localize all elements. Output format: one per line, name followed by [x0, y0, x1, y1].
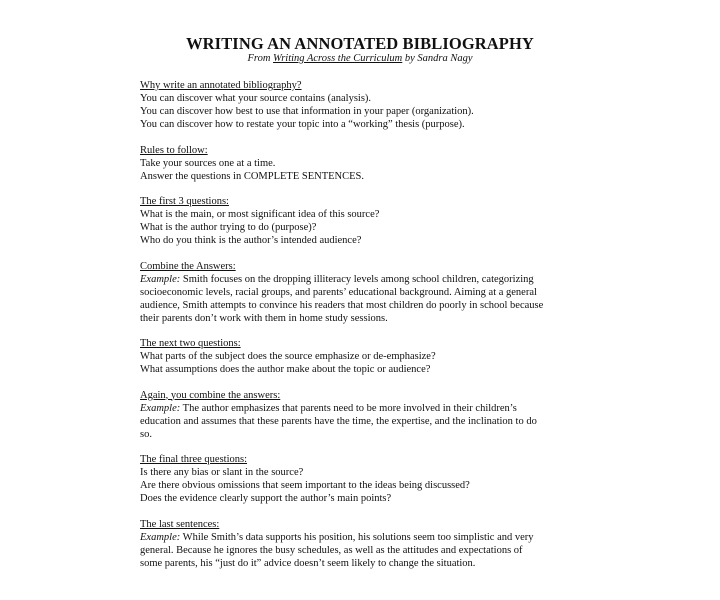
section-heading: Again, you combine the answers:: [140, 389, 281, 401]
example-label: Example:: [140, 402, 181, 414]
body-line: Take your sources one at a time.: [140, 157, 276, 169]
body-line: education and assumes that these parents have the time, the expertise, and the inclination to do: [140, 415, 537, 427]
body-line: some parents, his “just do it” advice doesn’t seem likely to change the situation.: [140, 557, 476, 569]
body-line: Answer the questions in COMPLETE SENTENCES.: [140, 170, 364, 182]
body-line: [140, 273, 580, 286]
page-subtitle: [0, 53, 720, 64]
body-line: Who do you think is the author’s intended audience?: [140, 235, 362, 246]
body-line: Is there any bias or slant in the source?: [140, 467, 304, 478]
body-line: general. Because he ignores the busy schedules, as well as the attitudes and expectations of: [140, 544, 523, 556]
body-line: Does the evidence clearly support the author’s main points?: [140, 493, 392, 504]
body-line: so.: [140, 428, 152, 440]
body-line: audience, Smith attempts to convince his readers that most children do poorly in school because: [140, 299, 544, 311]
section-heading: The last sentences:: [140, 518, 220, 530]
body-line: What is the main, or most significant idea of this source?: [140, 209, 380, 220]
example-label: Example:: [140, 531, 181, 543]
section-heading: Why write an annotated bibliography?: [140, 80, 302, 91]
body-line: You can discover how to restate your topic into a “working” thesis (purpose).: [140, 119, 465, 130]
body-line: What is the author trying to do (purpose)?: [140, 222, 317, 233]
section-last-sentences: [140, 518, 580, 570]
page-title: WRITING AN ANNOTATED BIBLIOGRAPHY: [186, 34, 534, 53]
section-heading: Rules to follow:: [140, 144, 208, 156]
section-rules: [140, 144, 580, 183]
body-line: You can discover what your source contains (analysis).: [140, 93, 372, 104]
example-text: Smith focuses on the dropping illiteracy levels among school children, categorizing: [180, 273, 534, 285]
body-line: [140, 531, 580, 544]
body-line: their parents don’t work with them in home study sessions.: [140, 312, 388, 324]
section-heading: The next two questions:: [140, 338, 241, 349]
section-combine-again: [140, 389, 580, 441]
section-heading: Combine the Answers:: [140, 260, 236, 272]
subtitle-prefix: From: [247, 53, 274, 64]
body-line: What assumptions does the author make about the topic or audience?: [140, 364, 431, 375]
section-first-questions: [140, 195, 580, 247]
section-final-questions: [140, 453, 580, 505]
section-heading: The final three questions:: [140, 454, 248, 465]
document-body: [140, 79, 580, 582]
section-combine-answers: [140, 260, 580, 325]
body-line: Are there obvious omissions that seem important to the ideas being discussed?: [140, 480, 470, 491]
body-line: What parts of the subject does the source emphasize or de-emphasize?: [140, 351, 436, 362]
section-heading: The first 3 questions:: [140, 196, 229, 207]
body-line: You can discover how best to use that information in your paper (organization).: [140, 106, 474, 117]
section-why: [140, 79, 580, 131]
section-next-questions: [140, 337, 580, 376]
body-line: [140, 402, 580, 415]
example-label: Example:: [140, 273, 181, 285]
example-text: While Smith’s data supports his position, his solutions seem too simplistic and very: [180, 531, 534, 543]
example-text: The author emphasizes that parents need to be more involved in their children’s: [180, 402, 517, 414]
body-line: socioeconomic levels, racial groups, and parents’ educational background. Aiming at a general: [140, 286, 537, 298]
subtitle-source: Writing Across the Curriculum: [273, 53, 403, 64]
subtitle-suffix: by Sandra Nagy: [402, 53, 473, 64]
